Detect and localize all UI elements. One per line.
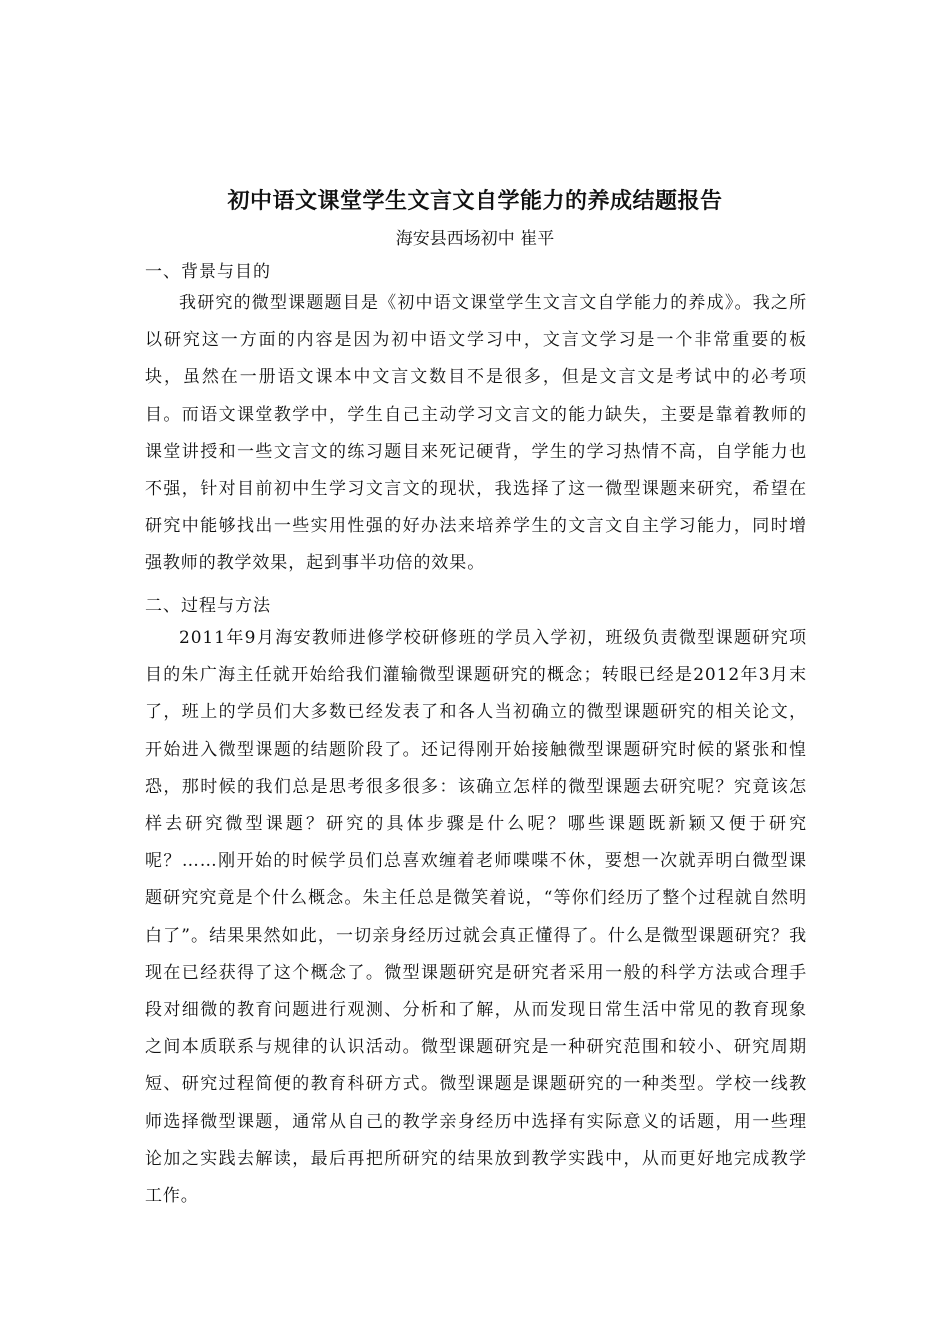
document-title: 初中语文课堂学生文言文自学能力的养成结题报告 [227, 188, 723, 214]
document-author: 海安县西场初中 崔平 [395, 229, 555, 249]
paragraph-background: 我研究的微型课题题目是《初中语文课堂学生文言文自学能力的养成》。我之所以研究这一方面的内容是因为初中语文学习中，文言文学习是一个非常重要的板块，虽然在一册语文课本中文言文数目不是很多，但是文言文是考试中的必考项目。而语文课堂教学中，学生自己主动学习文言文的能力缺失，主要是靠着教师的课堂讲授和一些文言文的练习题目来死记硬背，学生的学习热情不高，自学能力也不强，针对目前初中生学习文言文的现状，我选择了这一微型课题来研究，希望在研究中能够找出一些实用性强的好办法来培养学生的文言文自主学习能力，同时增强教师的教学效果，起到事半功倍的效果。 [145, 293, 807, 574]
section-heading-process: 二、过程与方法 [145, 596, 271, 616]
paragraph-process: 2011年9月海安教师进修学校研修班的学员入学初，班级负责微型课题研究项目的朱广海主任就开始给我们灌输微型课题研究的概念；转眼已经是2012年3月末了，班上的学员们大多数已经发表了和各人当初确立的微型课题研究的相关论文，开始进入微型课题的结题阶段了。还记得刚开始接触微型课题研究时候的紧张和惶恐，那时候的我们总是思考很多很多：该确立怎样的微型课题去研究呢？究竟该怎样去研究微型课题？研究的具体步骤是什么呢？哪些课题既新颖又便于研究呢？……刚开始的时候学员们总喜欢缠着老师喋喋不休，要想一次就弄明白微型课题研究究竟是个什么概念。朱主任总是微笑着说，“等你们经历了整个过程就自然明白了”。结果果然如此，一切亲身经历过就会真正懂得了。什么是微型课题研究？我现在已经获得了这个概念了。微型课题研究是研究者采用一般的科学方法或合理手段对细微的教育问题进行观测、分析和了解，从而发现日常生活中常见的教育现象之间本质联系与规律的认识活动。微型课题研究是一种研究范围和较小、研究周期短、研究过程简便的教育科研方式。微型课题是课题研究的一种类型。学校一线教师选择微型课题，通常从自己的教学亲身经历中选择有实际意义的话题，用一些理论加之实践去解读，最后再把所研究的结果放到教学实践中，从而更好地完成教学工作。 [145, 628, 807, 1207]
section-heading-background: 一、背景与目的 [145, 262, 271, 282]
